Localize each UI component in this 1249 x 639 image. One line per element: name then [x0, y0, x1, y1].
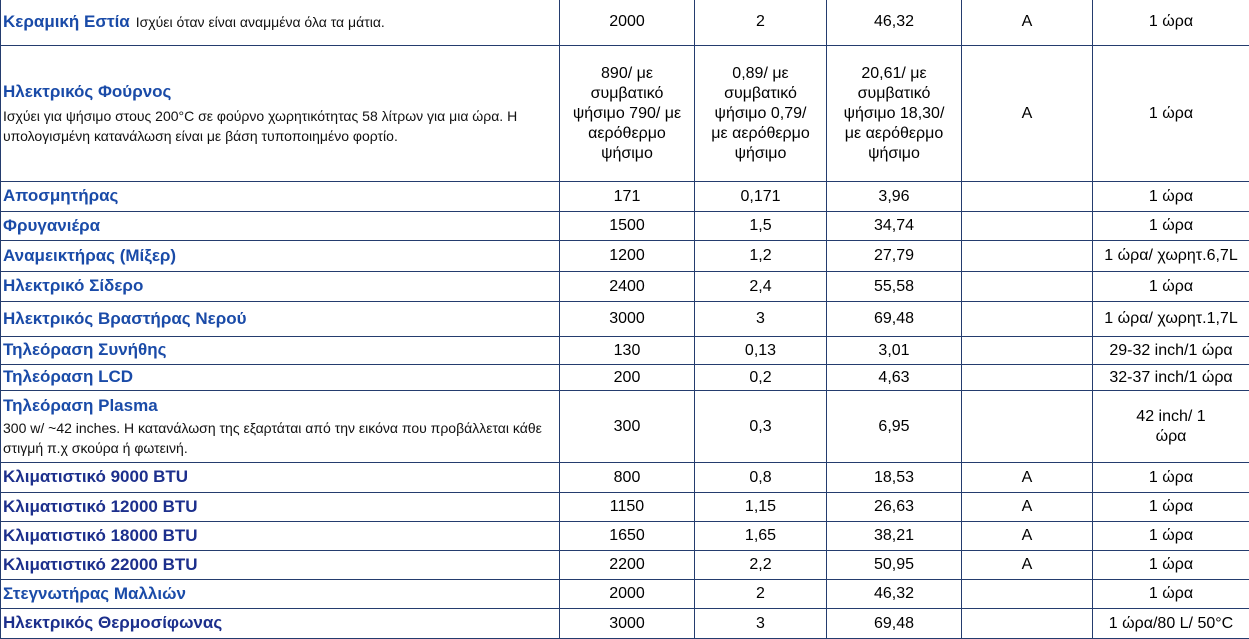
energy-class: [962, 272, 1093, 302]
usage-duration: 1 ώρα: [1093, 0, 1249, 46]
energy-class: [962, 337, 1093, 365]
consumption-kwh: 1,2: [695, 241, 827, 272]
usage-duration: 1 ώρα: [1093, 272, 1249, 302]
appliance-note: Ισχύει όταν είναι αναμμένα όλα τα μάτια.: [136, 14, 385, 30]
cost-value: 4,63: [827, 365, 962, 391]
table-row: [1, 493, 1249, 522]
appliance-name: Ηλεκτρικός Φούρνος: [3, 82, 559, 102]
power-watt: 1200: [560, 241, 695, 272]
appliance-name: Αναμεικτήρας (Μίξερ): [3, 246, 176, 265]
consumption-kwh: 2,2: [695, 551, 827, 580]
appliance-name: Ηλεκτρικό Σίδερο: [3, 276, 143, 295]
consumption-kwh: 0,89/ με συμβατικό ψήσιμο 0,79/ με αερόθερμο ψήσιμο: [695, 46, 827, 182]
power-watt: 300: [560, 391, 695, 463]
usage-duration: 32-37 inch/1 ώρα: [1093, 365, 1249, 391]
usage-duration: 42 inch/ 1 ώρα: [1093, 391, 1249, 463]
power-watt: 3000: [560, 609, 695, 639]
energy-class: A: [962, 0, 1093, 46]
cost-value: 69,48: [827, 302, 962, 337]
consumption-kwh: 2: [695, 580, 827, 609]
energy-class: [962, 212, 1093, 241]
appliance-cell: [1, 391, 560, 463]
table-row: [1, 391, 1249, 463]
power-watt: 3000: [560, 302, 695, 337]
table-row: [1, 522, 1249, 551]
cost-value: 18,53: [827, 463, 962, 493]
consumption-kwh: 3: [695, 609, 827, 639]
cost-value: 26,63: [827, 493, 962, 522]
appliance-name: Κλιματιστικό 9000 BTU: [3, 467, 188, 486]
usage-duration: 1 ώρα/80 L/ 50°C: [1093, 609, 1249, 639]
table-row: [1, 302, 1249, 337]
consumption-kwh: 1,5: [695, 212, 827, 241]
consumption-kwh: 0,8: [695, 463, 827, 493]
cost-value: 69,48: [827, 609, 962, 639]
appliance-name: Κεραμική Εστία: [3, 12, 130, 31]
consumption-kwh: 1,65: [695, 522, 827, 551]
power-watt: 2000: [560, 0, 695, 46]
usage-duration: 29-32 inch/1 ώρα: [1093, 337, 1249, 365]
appliance-name: Αποσμητήρας: [3, 186, 118, 205]
appliance-name: Στεγνωτήρας Μαλλιών: [3, 584, 186, 603]
appliance-cell: [1, 46, 560, 182]
cost-value: 46,32: [827, 580, 962, 609]
energy-class: A: [962, 463, 1093, 493]
table-row: [1, 551, 1249, 580]
energy-class: A: [962, 493, 1093, 522]
table-row: [1, 0, 1249, 46]
usage-duration: 1 ώρα/ χωρητ.1,7L: [1093, 302, 1249, 337]
usage-duration: 1 ώρα: [1093, 463, 1249, 493]
power-watt: 800: [560, 463, 695, 493]
cost-value: 20,61/ με συμβατικό ψήσιμο 18,30/ με αερόθερμο ψήσιμο: [827, 46, 962, 182]
power-watt: 2000: [560, 580, 695, 609]
energy-class: [962, 609, 1093, 639]
energy-class: A: [962, 522, 1093, 551]
usage-duration: 1 ώρα: [1093, 551, 1249, 580]
appliance-name: Τηλεόραση LCD: [3, 367, 133, 386]
appliance-name: Κλιματιστικό 12000 BTU: [3, 497, 198, 516]
usage-duration: 1 ώρα: [1093, 522, 1249, 551]
power-watt: 1650: [560, 522, 695, 551]
energy-class: [962, 241, 1093, 272]
energy-class: [962, 365, 1093, 391]
appliance-name: Ηλεκτρικός Βραστήρας Νερού: [3, 309, 247, 328]
cost-value: 3,01: [827, 337, 962, 365]
appliance-name: Κλιματιστικό 18000 BTU: [3, 526, 198, 545]
table-row: [1, 609, 1249, 639]
cost-value: 46,32: [827, 0, 962, 46]
table-row: [1, 365, 1249, 391]
appliance-name: Φρυγανιέρα: [3, 216, 100, 235]
energy-class: A: [962, 46, 1093, 182]
appliance-note: Ισχύει για ψήσιμο στους 200°C σε φούρνο χωρητικότητας 58 λίτρων για μια ώρα. Η υπολογισμένη κατανάλωση είναι με βάση τυποποιημένο φορτίο.: [3, 106, 559, 146]
usage-duration: 1 ώρα: [1093, 212, 1249, 241]
consumption-kwh: 2,4: [695, 272, 827, 302]
power-watt: 890/ με συμβατικό ψήσιμο 790/ με αερόθερμο ψήσιμο: [560, 46, 695, 182]
cost-value: 34,74: [827, 212, 962, 241]
energy-class: [962, 391, 1093, 463]
appliance-name: Τηλεόραση Συνήθης: [3, 340, 166, 359]
consumption-kwh: 0,3: [695, 391, 827, 463]
appliance-name: Τηλεόραση Plasma: [3, 396, 559, 416]
cost-value: 27,79: [827, 241, 962, 272]
power-watt: 2400: [560, 272, 695, 302]
usage-duration: 1 ώρα: [1093, 182, 1249, 212]
usage-duration: 1 ώρα: [1093, 46, 1249, 182]
usage-duration: 1 ώρα/ χωρητ.6,7L: [1093, 241, 1249, 272]
consumption-kwh: 0,2: [695, 365, 827, 391]
energy-class: A: [962, 551, 1093, 580]
usage-duration: 1 ώρα: [1093, 493, 1249, 522]
usage-duration: 1 ώρα: [1093, 580, 1249, 609]
appliance-cell: [1, 0, 560, 46]
power-watt: 1500: [560, 212, 695, 241]
power-watt: 130: [560, 337, 695, 365]
table-row: [1, 182, 1249, 212]
table-row: [1, 463, 1249, 493]
cost-value: 55,58: [827, 272, 962, 302]
table-row: [1, 337, 1249, 365]
energy-class: [962, 302, 1093, 337]
table-row: [1, 212, 1249, 241]
power-watt: 1150: [560, 493, 695, 522]
power-watt: 171: [560, 182, 695, 212]
cost-value: 50,95: [827, 551, 962, 580]
cost-value: 38,21: [827, 522, 962, 551]
consumption-kwh: 2: [695, 0, 827, 46]
consumption-kwh: 0,13: [695, 337, 827, 365]
cost-value: 6,95: [827, 391, 962, 463]
consumption-kwh: 0,171: [695, 182, 827, 212]
energy-class: [962, 182, 1093, 212]
energy-class: [962, 580, 1093, 609]
power-watt: 2200: [560, 551, 695, 580]
table-row: [1, 46, 1249, 182]
table-row: [1, 272, 1249, 302]
appliance-name: Ηλεκτρικός Θερμοσίφωνας: [3, 613, 222, 632]
appliance-note: 300 w/ ~42 inches. Η κατανάλωση της εξαρτάται από την εικόνα που προβάλλεται κάθε στιγμή π.χ σκούρα ή φωτεινή.: [3, 418, 559, 458]
table-row: [1, 580, 1249, 609]
consumption-kwh: 1,15: [695, 493, 827, 522]
appliance-name: Κλιματιστικό 22000 BTU: [3, 555, 198, 574]
table-row: [1, 241, 1249, 272]
consumption-kwh: 3: [695, 302, 827, 337]
power-watt: 200: [560, 365, 695, 391]
cost-value: 3,96: [827, 182, 962, 212]
